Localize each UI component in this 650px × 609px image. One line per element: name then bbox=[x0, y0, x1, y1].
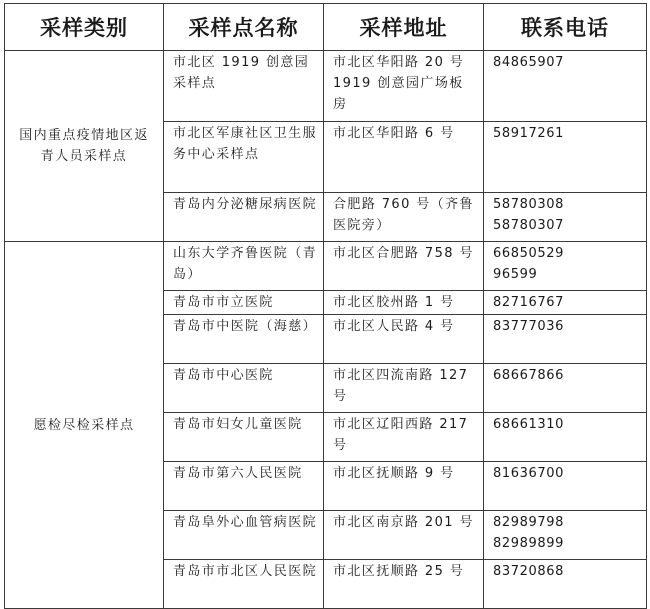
address-cell: 市北区胶州路 1 号 bbox=[324, 291, 484, 315]
phone-number: 83777036 bbox=[493, 319, 564, 334]
phone-cell bbox=[484, 364, 647, 413]
header-row bbox=[5, 4, 647, 51]
phone-number: 96599 bbox=[493, 267, 538, 282]
address-cell: 市北区华阳路 6 号 bbox=[324, 122, 484, 193]
site-name-cell: 青岛内分泌糖尿病医院 bbox=[164, 193, 324, 242]
phone-cell bbox=[484, 560, 647, 609]
header-category: 采样类别 bbox=[5, 4, 164, 51]
site-name-cell: 青岛市中心医院 bbox=[164, 364, 324, 413]
header-phone: 联系电话 bbox=[484, 4, 647, 51]
sampling-sites-table bbox=[4, 3, 647, 609]
phone-number: 58780307 bbox=[493, 218, 564, 233]
site-name-cell: 市北区 1919 创意园采样点 bbox=[164, 51, 324, 122]
phone-number: 81636700 bbox=[493, 466, 564, 481]
site-name-cell: 青岛市中医院（海慈） bbox=[164, 315, 324, 364]
phone-number: 58780308 bbox=[493, 197, 564, 212]
phone-cell bbox=[484, 315, 647, 364]
table-row bbox=[5, 51, 647, 122]
address-cell: 市北区合肥路 758 号 bbox=[324, 242, 484, 291]
site-name-cell: 山东大学齐鲁医院（青岛） bbox=[164, 242, 324, 291]
site-name-cell: 青岛市第六人民医院 bbox=[164, 462, 324, 511]
phone-number: 58917261 bbox=[493, 126, 564, 141]
phone-cell bbox=[484, 511, 647, 560]
phone-cell bbox=[484, 242, 647, 291]
table-header bbox=[5, 4, 647, 51]
site-name-cell: 青岛阜外心血管病医院 bbox=[164, 511, 324, 560]
phone-number: 84865907 bbox=[493, 55, 564, 70]
phone-cell bbox=[484, 51, 647, 122]
address-cell: 市北区四流南路 127 号 bbox=[324, 364, 484, 413]
category-cell-voluntary-testing: 愿检尽检采样点 bbox=[5, 242, 164, 609]
phone-number: 82989798 bbox=[493, 515, 564, 530]
phone-cell bbox=[484, 413, 647, 462]
phone-number: 66850529 bbox=[493, 246, 564, 261]
phone-number: 83720868 bbox=[493, 564, 564, 579]
address-cell: 市北区辽阳西路 217 号 bbox=[324, 413, 484, 462]
site-name-cell: 市北区军康社区卫生服务中心采样点 bbox=[164, 122, 324, 193]
phone-cell bbox=[484, 291, 647, 315]
address-cell: 市北区人民路 4 号 bbox=[324, 315, 484, 364]
phone-number: 82989899 bbox=[493, 536, 564, 551]
address-cell: 市北区南京路 201 号 bbox=[324, 511, 484, 560]
site-name-cell: 青岛市妇女儿童医院 bbox=[164, 413, 324, 462]
phone-cell bbox=[484, 193, 647, 242]
address-cell: 市北区抚顺路 9 号 bbox=[324, 462, 484, 511]
address-cell: 合肥路 760 号（齐鲁医院旁） bbox=[324, 193, 484, 242]
phone-number: 68661310 bbox=[493, 417, 564, 432]
site-name-cell: 青岛市市立医院 bbox=[164, 291, 324, 315]
header-address: 采样地址 bbox=[324, 4, 484, 51]
address-cell: 市北区抚顺路 25 号 bbox=[324, 560, 484, 609]
site-name-cell: 青岛市市北区人民医院 bbox=[164, 560, 324, 609]
header-site-name: 采样点名称 bbox=[164, 4, 324, 51]
table-body bbox=[5, 51, 647, 609]
phone-number: 82716767 bbox=[493, 295, 564, 310]
phone-number: 68667866 bbox=[493, 368, 564, 383]
phone-cell bbox=[484, 462, 647, 511]
category-cell-key-epidemic-areas: 国内重点疫情地区返青人员采样点 bbox=[5, 51, 164, 242]
table-row bbox=[5, 242, 647, 291]
phone-cell bbox=[484, 122, 647, 193]
address-cell: 市北区华阳路 20 号 1919 创意园广场板房 bbox=[324, 51, 484, 122]
